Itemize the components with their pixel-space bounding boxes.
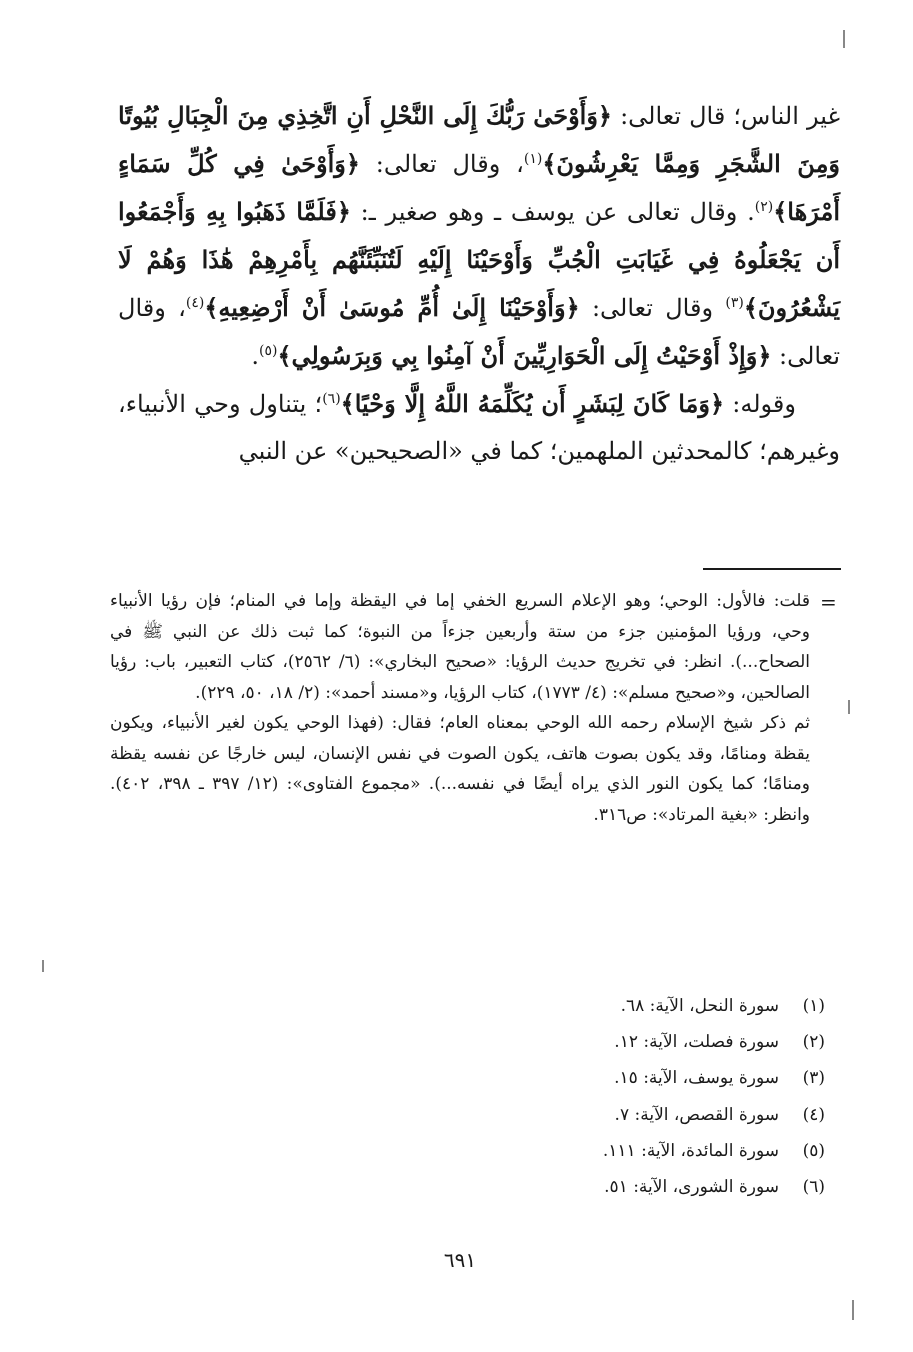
quran-quote: ﴿وَمَا كَانَ لِبَشَرٍ أَن يُكَلِّمَهُ اللَّهُ إِلَّا وَحْيًا﴾: [340, 389, 725, 418]
text-segment: وقال تعالى:: [579, 294, 726, 322]
reference-item: [470, 1133, 825, 1169]
quran-quote: ﴿وَإِذْ أَوْحَيْتُ إِلَى الْحَوَارِيِّينَ أَنْ آمِنُوا بِي وَبِرَسُولِي﴾: [277, 341, 772, 370]
scan-edge-mark: [843, 30, 845, 48]
reference-number: (٦): [802, 1177, 825, 1198]
reference-number: (٥): [802, 1140, 825, 1161]
reference-item: [470, 1169, 825, 1205]
reference-text: سورة يوسف، الآية: ١٥.: [614, 1068, 779, 1089]
reference-text: سورة النحل، الآية: ٦٨.: [620, 996, 779, 1016]
footnote-ref: (٥): [259, 343, 278, 359]
footnote-ref: (٦): [322, 391, 341, 407]
quran-quote: ﴿وَأَوْحَىٰ رَبُّكَ إِلَى النَّحْلِ أَنِ اتَّخِذِي مِنَ الْجِبَالِ بُيُوتًا وَمِنَ الشَّجَرِ وَمِمَّا يَعْرِشُونَ﴾: [118, 101, 841, 178]
continuation-mark: =: [820, 590, 837, 614]
quran-quote: ﴿فَلَمَّا ذَهَبُوا بِهِ وَأَجْمَعُوا أَن يَجْعَلُوهُ فِي غَيَابَتِ الْجُبِّ وَأَوْحَيْنَا إِلَيْهِ لَتُنَبِّئَنَّهُم بِأَمْرِهِمْ هَٰذَا وَهُمْ لَا يَشْعُرُونَ﴾: [118, 197, 841, 322]
footnote-ref: (٢): [754, 199, 774, 215]
reference-list: [470, 988, 825, 1205]
quran-quote: ﴿وَأَوْحَيْنَا إِلَىٰ أُمِّ مُوسَىٰ أَنْ أَرْضِعِيهِ﴾: [204, 293, 580, 322]
scan-edge-mark: [848, 700, 850, 714]
reference-number: (٢): [802, 1032, 825, 1053]
footnote-ref: (٤): [185, 295, 205, 311]
reference-text: سورة المائدة، الآية: ١١١.: [602, 1140, 779, 1161]
paragraph-1: [118, 92, 840, 380]
scan-edge-mark: [42, 960, 44, 972]
text-segment: ، وقال تعالى:: [359, 150, 524, 178]
footnote-ref: (١): [523, 151, 543, 167]
reference-number: (٣): [802, 1068, 825, 1089]
scan-edge-mark: [852, 1300, 854, 1320]
text-segment: وقوله:: [724, 390, 796, 418]
page-number: ٦٩١: [443, 1248, 477, 1272]
reference-text: سورة الشورى، الآية: ٥١.: [604, 1177, 779, 1198]
reference-item: [470, 1060, 825, 1096]
text-segment: ، وقال تعالى:: [118, 294, 840, 370]
footnote-continuation: قلت: فالأول: الوحي؛ وهو الإعلام السريع الخفي إما في اليقظة وإما في المنام؛ فإن رؤيا الأنبياء وحي، ورؤيا المؤمنين جزء من ستة وأربعين جزءاً من النبوة؛ كما ثبت ذلك عن النبي ﷺ في الصحاح...). انظر: في تخريج حديث الرؤيا: «صحيح البخاري»: (٦/ ٢٥٦٢)، كتاب التعبير، باب: رؤيا الصالحين، و«صحيح مسلم»: (٤/ ١٧٧٣)، كتاب الرؤيا، و«مسند أحمد»: (٢/ ١٨، ٥٠، ٢٢٩).: [110, 591, 810, 703]
reference-text: سورة القصص، الآية: ٧.: [614, 1104, 779, 1125]
footnotes: [110, 586, 810, 830]
reference-item: [470, 1097, 825, 1133]
text-segment: ؛ يتناول وحي الأنبياء، وغيرهم؛ كالمحدثين الملهمين؛ كما في «الصحيحين» عن النبي: [118, 390, 840, 465]
reference-number: (١): [802, 996, 825, 1016]
text-segment: غير الناس؛ قال تعالى:: [611, 102, 840, 130]
text-segment: .: [251, 342, 259, 370]
text-segment: . وقال تعالى عن يوسف ـ وهو صغير ـ:: [350, 198, 755, 226]
main-text: [118, 92, 840, 475]
reference-text: سورة فصلت، الآية: ١٢.: [614, 1032, 779, 1053]
reference-item: [470, 988, 825, 1024]
footnote-paragraph: ثم ذكر شيخ الإسلام رحمه الله الوحي بمعناه العام؛ فقال: (فهذا الوحي يكون لغير الأنبياء، ويكون يقظة ومنامًا، وقد يكون بصوت هاتف، يكون الصوت في نفس الإنسان، ليس خارجًا عن نفسه يقظة ومنامًا؛ كما يكون النور الذي يراه أيضًا في نفسه...). «مجموع الفتاوى»: (١٢/ ٣٩٧ ـ ٣٩٨، ٤٠٢). وانظر: «بغية المرتاد»: ص٣١٦.: [110, 713, 810, 825]
quran-quote: ﴿وَأَوْحَىٰ فِي كُلِّ سَمَاءٍ أَمْرَهَا﴾: [118, 149, 841, 226]
reference-item: [470, 1024, 825, 1060]
footnote-divider: [703, 568, 841, 570]
footnote-ref: (٣): [725, 295, 744, 311]
reference-number: (٤): [802, 1104, 825, 1125]
paragraph-2: [118, 380, 840, 475]
